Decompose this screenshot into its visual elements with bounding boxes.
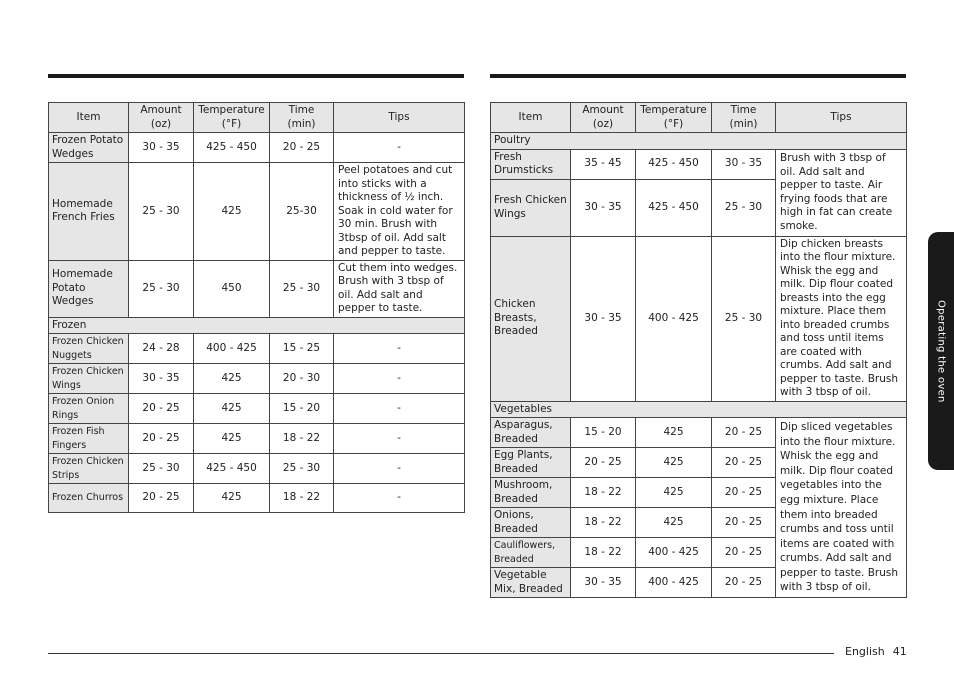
item-name: Vegetable Mix, Breaded: [491, 568, 571, 598]
amount-cell: 15 - 20: [571, 418, 636, 448]
section-row: [49, 317, 465, 334]
item-name: Mushroom, Breaded: [491, 478, 571, 508]
tips-cell: -: [334, 424, 465, 454]
footer-rule: [48, 653, 834, 654]
item-name: Frozen Chicken Wings: [49, 364, 129, 394]
temperature-cell: 425 - 450: [636, 149, 712, 179]
time-cell: 15 - 25: [270, 334, 334, 364]
temperature-cell: 425: [636, 508, 712, 538]
amount-cell: 25 - 30: [129, 260, 194, 317]
time-cell: 20 - 25: [712, 568, 776, 598]
time-cell: 20 - 30: [270, 364, 334, 394]
item-name: Frozen Chicken Nuggets: [49, 334, 129, 364]
amount-cell: 20 - 25: [129, 484, 194, 513]
amount-cell: 18 - 22: [571, 508, 636, 538]
amount-cell: 18 - 22: [571, 478, 636, 508]
time-cell: 20 - 25: [712, 538, 776, 568]
tips-cell: Dip sliced vegetables into the flour mixture. Whisk the egg and milk. Dip flour coated vegetables into the egg mixture. Place them into breaded crumbs and toss until items are coated with crumbs. Add salt and pepper to taste. Brush with 3 tbsp of oil.: [776, 418, 907, 598]
header-temperature: Temperature (°F): [636, 103, 712, 133]
temperature-cell: 400 - 425: [636, 236, 712, 401]
temperature-cell: 425: [194, 394, 270, 424]
footer: [845, 645, 915, 658]
time-cell: 18 - 22: [270, 484, 334, 513]
item-name: Homemade French Fries: [49, 163, 129, 261]
left-top-rule: [48, 74, 464, 78]
amount-cell: 30 - 35: [129, 364, 194, 394]
time-cell: 25 - 30: [270, 454, 334, 484]
temperature-cell: 425 - 450: [194, 133, 270, 163]
header-time: Time (min): [270, 103, 334, 133]
amount-cell: 24 - 28: [129, 334, 194, 364]
item-name: Fresh Drumsticks: [491, 149, 571, 179]
footer-language: English: [845, 645, 885, 658]
tips-cell: -: [334, 484, 465, 513]
temperature-cell: 400 - 425: [636, 538, 712, 568]
header-tips: Tips: [776, 103, 907, 133]
time-cell: 20 - 25: [712, 478, 776, 508]
item-name: Frozen Fish Fingers: [49, 424, 129, 454]
amount-cell: 30 - 35: [571, 236, 636, 401]
time-cell: 30 - 35: [712, 149, 776, 179]
amount-cell: 25 - 30: [129, 163, 194, 261]
tips-cell: Brush with 3 tbsp of oil. Add salt and pepper to taste. Air frying foods that are high in fat can create smoke.: [776, 149, 907, 236]
item-name: Egg Plants, Breaded: [491, 448, 571, 478]
tips-cell: -: [334, 364, 465, 394]
table-row: [49, 424, 465, 454]
item-name: Homemade Potato Wedges: [49, 260, 129, 317]
temperature-cell: 425: [194, 364, 270, 394]
section-row: [491, 401, 907, 418]
tips-cell: -: [334, 133, 465, 163]
time-cell: 18 - 22: [270, 424, 334, 454]
time-cell: 20 - 25: [712, 508, 776, 538]
table-row: [491, 149, 907, 179]
amount-cell: 20 - 25: [129, 394, 194, 424]
item-name: Frozen Onion Rings: [49, 394, 129, 424]
header-amount: Amount (oz): [571, 103, 636, 133]
table-row: [491, 418, 907, 448]
table-header-row: [491, 103, 907, 133]
header-temperature: Temperature (°F): [194, 103, 270, 133]
section-label-vegetables: Vegetables: [491, 401, 907, 418]
table-row: [49, 133, 465, 163]
item-name: Asparagus, Breaded: [491, 418, 571, 448]
temperature-cell: 425: [194, 424, 270, 454]
time-cell: 15 - 20: [270, 394, 334, 424]
table-row: [49, 334, 465, 364]
temperature-cell: 450: [194, 260, 270, 317]
time-cell: 25 - 30: [270, 260, 334, 317]
time-cell: 25-30: [270, 163, 334, 261]
header-item: Item: [49, 103, 129, 133]
header-amount: Amount (oz): [129, 103, 194, 133]
temperature-cell: 425: [636, 418, 712, 448]
tips-cell: Dip chicken breasts into the flour mixture. Whisk the egg and milk. Dip flour coated breasts into the egg mixture. Place them into breaded crumbs and toss until items are coated with crumbs. Add salt and pepper to taste. Brush with 3 tbsp of oil.: [776, 236, 907, 401]
item-name: Frozen Churros: [49, 484, 129, 513]
page-number: 41: [892, 645, 907, 658]
item-name: Frozen Potato Wedges: [49, 133, 129, 163]
item-name: Cauliflowers, Breaded: [491, 538, 571, 568]
table-row: [49, 484, 465, 513]
tips-cell: Peel potatoes and cut into sticks with a thickness of ½ inch. Soak in cold water for 30 min. Brush with 3tbsp of oil. Add salt and pepper to taste.: [334, 163, 465, 261]
side-tab-label-wrap: [928, 232, 954, 470]
amount-cell: 30 - 35: [571, 179, 636, 236]
item-name: Onions, Breaded: [491, 508, 571, 538]
item-name: Fresh Chicken Wings: [491, 179, 571, 236]
temperature-cell: 400 - 425: [636, 568, 712, 598]
section-row: [491, 133, 907, 150]
tips-cell: -: [334, 454, 465, 484]
temperature-cell: 425 - 450: [636, 179, 712, 236]
tips-cell: -: [334, 334, 465, 364]
table-row: [49, 163, 465, 261]
temperature-cell: 425: [636, 448, 712, 478]
right-top-rule: [490, 74, 906, 78]
tips-cell: Cut them into wedges. Brush with 3 tbsp of oil. Add salt and pepper to taste.: [334, 260, 465, 317]
header-tips: Tips: [334, 103, 465, 133]
temperature-cell: 400 - 425: [194, 334, 270, 364]
temperature-cell: 425: [194, 484, 270, 513]
table-row: [49, 394, 465, 424]
header-item: Item: [491, 103, 571, 133]
header-time: Time (min): [712, 103, 776, 133]
tips-cell: -: [334, 394, 465, 424]
left-cooking-table: [48, 102, 465, 513]
amount-cell: 20 - 25: [571, 448, 636, 478]
amount-cell: 18 - 22: [571, 538, 636, 568]
temperature-cell: 425 - 450: [194, 454, 270, 484]
time-cell: 20 - 25: [712, 418, 776, 448]
amount-cell: 30 - 35: [571, 568, 636, 598]
side-tab-label: Operating the oven: [935, 299, 947, 403]
table-header-row: [49, 103, 465, 133]
right-cooking-table: [490, 102, 907, 598]
section-label-poultry: Poultry: [491, 133, 907, 150]
time-cell: 20 - 25: [270, 133, 334, 163]
item-name: Frozen Chicken Strips: [49, 454, 129, 484]
table-row: [49, 260, 465, 317]
item-name: Chicken Breasts, Breaded: [491, 236, 571, 401]
amount-cell: 25 - 30: [129, 454, 194, 484]
table-row: [491, 236, 907, 401]
table-row: [49, 364, 465, 394]
time-cell: 20 - 25: [712, 448, 776, 478]
section-label-frozen: Frozen: [49, 317, 465, 334]
amount-cell: 30 - 35: [129, 133, 194, 163]
temperature-cell: 425: [194, 163, 270, 261]
time-cell: 25 - 30: [712, 236, 776, 401]
amount-cell: 35 - 45: [571, 149, 636, 179]
table-row: [49, 454, 465, 484]
time-cell: 25 - 30: [712, 179, 776, 236]
amount-cell: 20 - 25: [129, 424, 194, 454]
temperature-cell: 425: [636, 478, 712, 508]
